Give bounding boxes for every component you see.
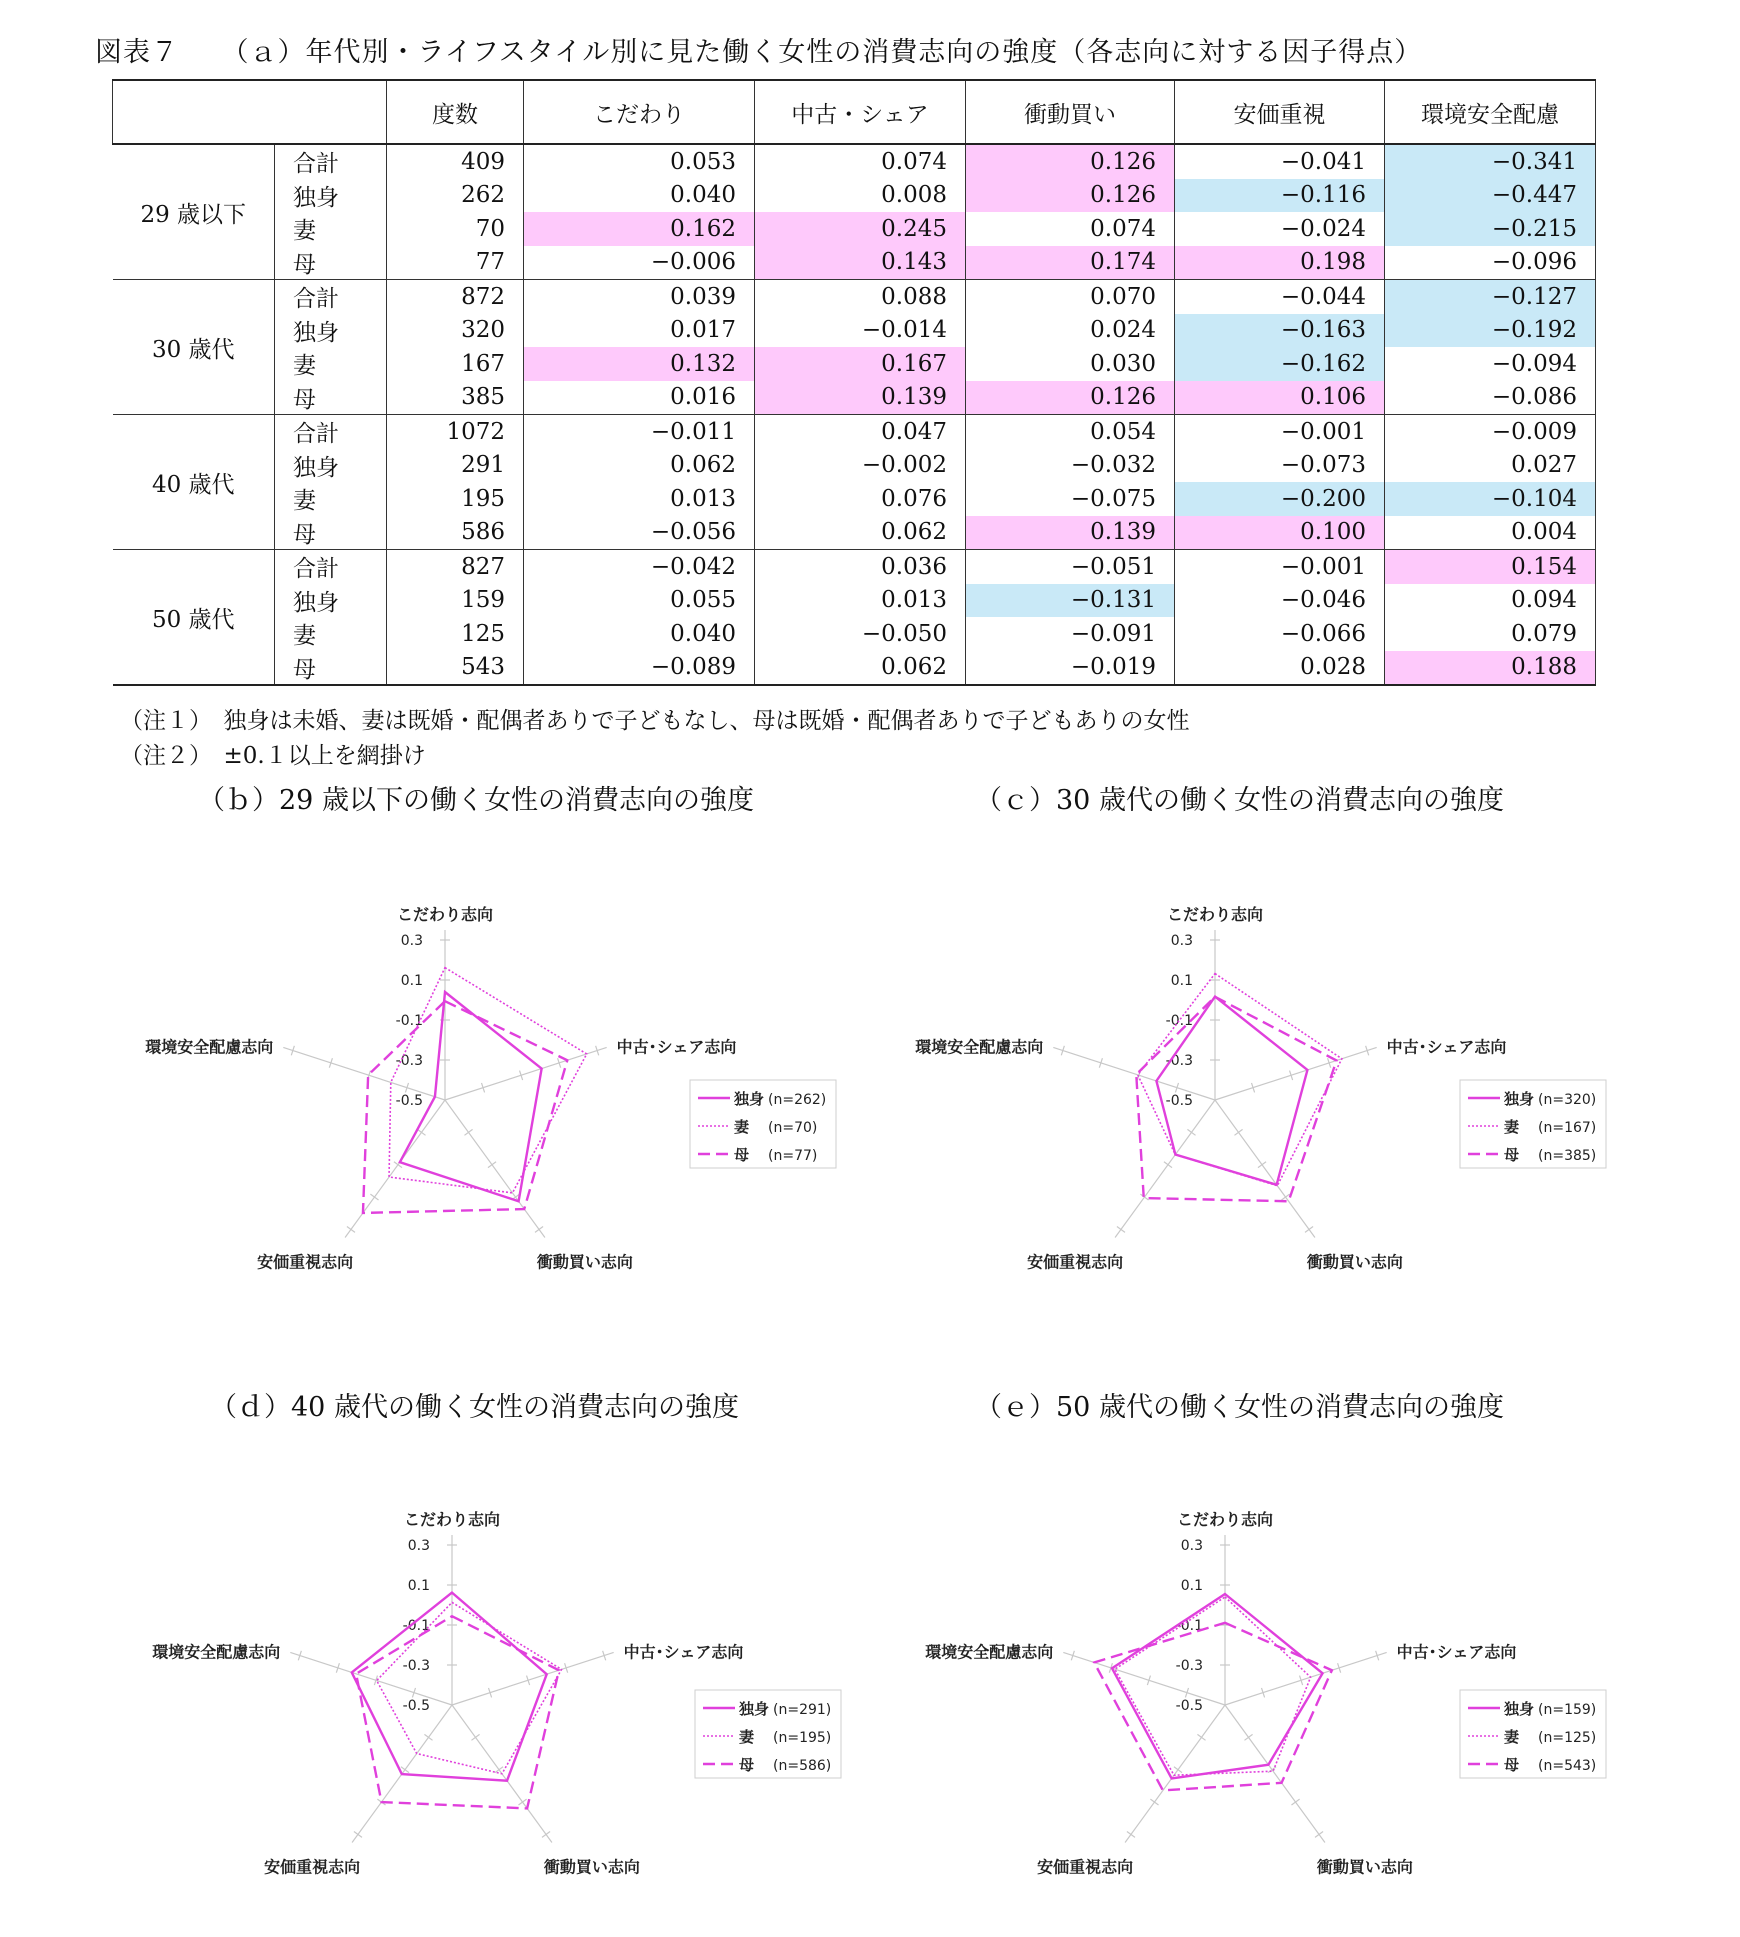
radar-tick-label: -0.1: [1165, 1013, 1193, 1029]
radar-spoke: [1115, 1100, 1215, 1238]
radar-tick-label: 0.3: [1170, 933, 1193, 949]
legend-count: (n=320): [1538, 1092, 1597, 1108]
radar-tick-mark: [471, 1734, 479, 1740]
radar-series-solid: [352, 1593, 547, 1781]
score-cell: −0.032: [966, 449, 1175, 483]
radar-tick-mark: [1197, 1734, 1205, 1740]
score-cell: 0.154: [1385, 550, 1596, 584]
radar-tick-label: -0.5: [1175, 1698, 1203, 1714]
score-cell: 0.030: [966, 347, 1175, 381]
count-cell: 125: [387, 617, 524, 651]
radar-axis-label: 環境安全配慮志向: [915, 1037, 1044, 1057]
score-cell: −0.086: [1385, 381, 1596, 415]
score-cell: −0.096: [1385, 246, 1596, 280]
score-cell: −0.341: [1385, 144, 1596, 179]
factor-score-table: [112, 79, 1596, 686]
count-cell: 77: [387, 246, 524, 280]
age-group-label: 40 歳代: [113, 415, 275, 550]
score-cell: 0.139: [755, 381, 966, 415]
radar-axis-label: 衝動買い志向: [543, 1857, 640, 1877]
score-cell: 0.126: [966, 179, 1175, 213]
score-cell: −0.075: [966, 482, 1175, 516]
score-cell: −0.046: [1175, 584, 1385, 618]
radar-series-solid: [1112, 1594, 1323, 1778]
legend-label: 独身: [734, 1090, 765, 1108]
radar-axis-label: 環境安全配慮志向: [145, 1037, 274, 1057]
radar-tick-mark: [495, 1767, 503, 1773]
radar-tick-mark: [1268, 1767, 1276, 1773]
score-cell: −0.116: [1175, 179, 1385, 213]
lifestyle-label: 合計: [275, 144, 387, 179]
score-cell: 0.070: [966, 280, 1175, 314]
col-header-7: 環境安全配慮: [1385, 80, 1596, 144]
table-row: [113, 144, 1596, 179]
lifestyle-label: 独身: [275, 449, 387, 483]
radar-spoke: [1215, 1047, 1377, 1100]
score-cell: −0.066: [1175, 617, 1385, 651]
score-cell: −0.044: [1175, 280, 1385, 314]
radar-tick-mark: [401, 1767, 409, 1773]
legend-label: 母: [739, 1756, 755, 1774]
radar-tick-mark: [1234, 1129, 1242, 1135]
radar-tick-label: 0.3: [407, 1538, 430, 1554]
score-cell: 0.100: [1175, 516, 1385, 550]
table-row: [113, 212, 1596, 246]
score-cell: 0.040: [524, 617, 755, 651]
radar-axis-label: 中古･シェア志向: [623, 1642, 744, 1662]
score-cell: 0.027: [1385, 449, 1596, 483]
count-cell: 320: [387, 314, 524, 348]
score-cell: −0.009: [1385, 415, 1596, 449]
count-cell: 1072: [387, 415, 524, 449]
radar-tick-label: -0.5: [402, 1698, 430, 1714]
score-cell: −0.073: [1175, 449, 1385, 483]
score-cell: −0.042: [524, 550, 755, 584]
radar-tick-label: -0.3: [1165, 1053, 1193, 1069]
lifestyle-label: 妻: [275, 482, 387, 516]
radar-tick-label: 0.1: [400, 973, 423, 989]
radar-tick-mark: [1281, 1194, 1289, 1200]
score-cell: −0.019: [966, 651, 1175, 686]
legend-count: (n=195): [773, 1730, 832, 1746]
score-cell: −0.001: [1175, 550, 1385, 584]
score-cell: −0.001: [1175, 415, 1385, 449]
table-row: [113, 280, 1596, 314]
legend-count: (n=586): [773, 1758, 832, 1774]
score-cell: 0.024: [966, 314, 1175, 348]
radar-tick-mark: [1258, 1162, 1266, 1168]
col-header-5: 衝動買い: [966, 80, 1175, 144]
score-cell: −0.215: [1385, 212, 1596, 246]
note-2: （注２） ±0.１以上を網掛け: [120, 743, 426, 769]
radar-tick-label: 0.1: [407, 1578, 430, 1594]
legend-count: (n=543): [1538, 1758, 1597, 1774]
score-cell: 0.132: [524, 347, 755, 381]
score-cell: −0.162: [1175, 347, 1385, 381]
legend-count: (n=70): [768, 1120, 818, 1136]
radar-tick-mark: [417, 1129, 425, 1135]
radar-tick-label: -0.5: [395, 1093, 423, 1109]
table-row: [113, 516, 1596, 550]
radar-tick-mark: [1174, 1767, 1182, 1773]
radar-tick-label: -0.1: [402, 1618, 430, 1634]
score-cell: 0.013: [755, 584, 966, 618]
score-cell: −0.051: [966, 550, 1175, 584]
table-row: [113, 550, 1596, 584]
radar-tick-mark: [354, 1832, 362, 1838]
score-cell: −0.091: [966, 617, 1175, 651]
score-cell: −0.192: [1385, 314, 1596, 348]
score-cell: 0.055: [524, 584, 755, 618]
score-cell: 0.094: [1385, 584, 1596, 618]
radar-axis-label: 環境安全配慮志向: [925, 1642, 1054, 1662]
score-cell: 0.074: [755, 144, 966, 179]
radar-tick-mark: [1117, 1227, 1125, 1233]
col-header-3: こだわり: [524, 80, 755, 144]
radar-spoke: [1225, 1705, 1325, 1843]
radar-axis-label: 安価重視志向: [257, 1252, 354, 1272]
legend-label: 独身: [739, 1700, 770, 1718]
score-cell: 0.106: [1175, 381, 1385, 415]
legend-label: 母: [1504, 1146, 1520, 1164]
count-cell: 385: [387, 381, 524, 415]
radar-tick-mark: [1127, 1832, 1135, 1838]
score-cell: −0.094: [1385, 347, 1596, 381]
radar-axis-label: こだわり志向: [396, 905, 494, 924]
score-cell: 0.008: [755, 179, 966, 213]
score-cell: −0.056: [524, 516, 755, 550]
score-cell: −0.200: [1175, 482, 1385, 516]
score-cell: 0.036: [755, 550, 966, 584]
legend-label: 独身: [1504, 1700, 1535, 1718]
radar-spoke: [445, 1100, 545, 1238]
radar-axis-label: 中古･シェア志向: [616, 1037, 737, 1057]
radar-axis-label: こだわり志向: [1166, 905, 1264, 924]
radar-tick-mark: [464, 1129, 472, 1135]
table-row: [113, 482, 1596, 516]
lifestyle-label: 合計: [275, 415, 387, 449]
radar-tick-label: -0.5: [1165, 1093, 1193, 1109]
score-cell: −0.014: [755, 314, 966, 348]
score-cell: 0.004: [1385, 516, 1596, 550]
legend-label: 妻: [739, 1728, 755, 1746]
lifestyle-label: 妻: [275, 347, 387, 381]
score-cell: −0.011: [524, 415, 755, 449]
legend-count: (n=262): [768, 1092, 827, 1108]
radar-series-dashed: [1094, 1623, 1332, 1791]
note-1: （注１） 独身は未婚、妻は既婚・配偶者ありで子どもなし、母は既婚・配偶者ありで子どもありの女性: [120, 708, 1190, 734]
radar-tick-mark: [370, 1194, 378, 1200]
radar-axis-label: 中古･シェア志向: [1386, 1037, 1507, 1057]
lifestyle-label: 母: [275, 381, 387, 415]
table-row: [113, 617, 1596, 651]
score-cell: −0.127: [1385, 280, 1596, 314]
count-cell: 195: [387, 482, 524, 516]
radar-axis-label: 安価重視志向: [1027, 1252, 1124, 1272]
score-cell: −0.024: [1175, 212, 1385, 246]
radar-chart-d: [0, 1465, 870, 1935]
radar-tick-label: -0.3: [395, 1053, 423, 1069]
count-cell: 262: [387, 179, 524, 213]
score-cell: 0.039: [524, 280, 755, 314]
col-header-4: 中古・シェア: [755, 80, 966, 144]
radar-tick-mark: [1164, 1162, 1172, 1168]
chart-title-b: （ｂ）29 歳以下の働く女性の消費志向の強度: [198, 785, 754, 816]
radar-tick-mark: [535, 1227, 543, 1233]
legend-label: 妻: [1504, 1728, 1520, 1746]
table-body: [113, 144, 1596, 685]
radar-tick-label: -0.1: [395, 1013, 423, 1029]
count-cell: 291: [387, 449, 524, 483]
radar-axis-label: 安価重視志向: [1037, 1857, 1134, 1877]
score-cell: 0.143: [755, 246, 966, 280]
radar-chart-b: [0, 860, 870, 1300]
chart-title-c: （ｃ）30 歳代の働く女性の消費志向の強度: [975, 785, 1504, 816]
score-cell: 0.016: [524, 381, 755, 415]
radar-axis-label: こだわり志向: [403, 1510, 501, 1529]
table-row: [113, 179, 1596, 213]
lifestyle-label: 合計: [275, 550, 387, 584]
age-group-label: 50 歳代: [113, 550, 275, 686]
table-row: [113, 381, 1596, 415]
score-cell: 0.047: [755, 415, 966, 449]
radar-tick-mark: [1187, 1129, 1195, 1135]
legend-label: 妻: [734, 1118, 750, 1136]
legend-count: (n=77): [768, 1148, 818, 1164]
lifestyle-label: 独身: [275, 314, 387, 348]
page-title: 図表７ （ａ）年代別・ライフスタイル別に見た働く女性の消費志向の強度（各志向に対する因子得点）: [95, 37, 1423, 68]
score-cell: 0.174: [966, 246, 1175, 280]
table-row: [113, 449, 1596, 483]
legend-label: 妻: [1504, 1118, 1520, 1136]
lifestyle-label: 独身: [275, 584, 387, 618]
score-cell: 0.139: [966, 516, 1175, 550]
age-group-label: 29 歳以下: [113, 144, 275, 280]
score-cell: 0.126: [966, 381, 1175, 415]
score-cell: −0.041: [1175, 144, 1385, 179]
lifestyle-label: 独身: [275, 179, 387, 213]
score-cell: 0.088: [755, 280, 966, 314]
score-cell: 0.040: [524, 179, 755, 213]
table-row: [113, 314, 1596, 348]
radar-spoke: [1215, 1100, 1315, 1238]
score-cell: 0.062: [755, 516, 966, 550]
radar-tick-label: -0.3: [1175, 1658, 1203, 1674]
radar-tick-label: -0.3: [402, 1658, 430, 1674]
score-cell: 0.074: [966, 212, 1175, 246]
count-cell: 409: [387, 144, 524, 179]
radar-tick-label: -0.1: [1175, 1618, 1203, 1634]
table-row: [113, 584, 1596, 618]
legend-label: 独身: [1504, 1090, 1535, 1108]
radar-axis-label: 衝動買い志向: [1316, 1857, 1413, 1877]
radar-chart-c: [870, 860, 1740, 1300]
legend-count: (n=125): [1538, 1730, 1597, 1746]
score-cell: −0.447: [1385, 179, 1596, 213]
score-cell: −0.002: [755, 449, 966, 483]
count-cell: 586: [387, 516, 524, 550]
count-cell: 543: [387, 651, 524, 686]
legend-label: 母: [734, 1146, 750, 1164]
radar-spoke: [345, 1100, 445, 1238]
score-cell: 0.013: [524, 482, 755, 516]
table-row: [113, 651, 1596, 686]
col-header-0: [113, 80, 275, 144]
radar-axis-label: 中古･シェア志向: [1396, 1642, 1517, 1662]
radar-tick-mark: [1291, 1799, 1299, 1805]
radar-tick-mark: [488, 1162, 496, 1168]
count-cell: 70: [387, 212, 524, 246]
lifestyle-label: 母: [275, 651, 387, 686]
score-cell: 0.062: [524, 449, 755, 483]
col-header-1: [275, 80, 387, 144]
chart-title-d: （ｄ）40 歳代の働く女性の消費志向の強度: [210, 1392, 739, 1423]
score-cell: 0.162: [524, 212, 755, 246]
radar-tick-label: 0.3: [400, 933, 423, 949]
age-group-label: 30 歳代: [113, 280, 275, 415]
factor-score-table-wrap: [112, 79, 1596, 686]
radar-series-dashed: [363, 1001, 567, 1213]
col-header-6: 安価重視: [1175, 80, 1385, 144]
score-cell: 0.054: [966, 415, 1175, 449]
table-header-row: [113, 80, 1596, 144]
radar-tick-mark: [347, 1227, 355, 1233]
radar-chart-e: [870, 1465, 1740, 1935]
radar-tick-mark: [1150, 1799, 1158, 1805]
score-cell: 0.079: [1385, 617, 1596, 651]
lifestyle-label: 母: [275, 246, 387, 280]
score-cell: 0.017: [524, 314, 755, 348]
count-cell: 159: [387, 584, 524, 618]
legend-count: (n=385): [1538, 1148, 1597, 1164]
table-row: [113, 347, 1596, 381]
legend-label: 母: [1504, 1756, 1520, 1774]
score-cell: −0.163: [1175, 314, 1385, 348]
count-cell: 167: [387, 347, 524, 381]
score-cell: 0.167: [755, 347, 966, 381]
table-row: [113, 246, 1596, 280]
score-cell: −0.104: [1385, 482, 1596, 516]
radar-series-dotted: [1138, 974, 1342, 1186]
radar-tick-mark: [424, 1734, 432, 1740]
count-cell: 827: [387, 550, 524, 584]
radar-axis-label: 衝動買い志向: [536, 1252, 633, 1272]
radar-tick-label: 0.3: [1180, 1538, 1203, 1554]
score-cell: −0.089: [524, 651, 755, 686]
radar-tick-mark: [1244, 1734, 1252, 1740]
table-row: [113, 415, 1596, 449]
lifestyle-label: 母: [275, 516, 387, 550]
score-cell: 0.126: [966, 144, 1175, 179]
score-cell: 0.028: [1175, 651, 1385, 686]
legend-count: (n=167): [1538, 1120, 1597, 1136]
score-cell: 0.198: [1175, 246, 1385, 280]
score-cell: 0.053: [524, 144, 755, 179]
radar-spoke: [452, 1652, 614, 1705]
radar-tick-label: 0.1: [1170, 973, 1193, 989]
radar-tick-mark: [1305, 1227, 1313, 1233]
score-cell: 0.188: [1385, 651, 1596, 686]
score-cell: 0.062: [755, 651, 966, 686]
radar-tick-label: 0.1: [1180, 1578, 1203, 1594]
lifestyle-label: 妻: [275, 212, 387, 246]
radar-axis-label: 環境安全配慮志向: [152, 1642, 281, 1662]
score-cell: −0.131: [966, 584, 1175, 618]
score-cell: −0.050: [755, 617, 966, 651]
col-header-2: 度数: [387, 80, 524, 144]
lifestyle-label: 合計: [275, 280, 387, 314]
score-cell: −0.006: [524, 246, 755, 280]
lifestyle-label: 妻: [275, 617, 387, 651]
radar-axis-label: 衝動買い志向: [1306, 1252, 1403, 1272]
legend-count: (n=291): [773, 1702, 832, 1718]
count-cell: 872: [387, 280, 524, 314]
legend-count: (n=159): [1538, 1702, 1597, 1718]
chart-title-e: （ｅ）50 歳代の働く女性の消費志向の強度: [975, 1392, 1504, 1423]
radar-tick-mark: [542, 1832, 550, 1838]
radar-tick-mark: [518, 1799, 526, 1805]
score-cell: 0.076: [755, 482, 966, 516]
radar-axis-label: 安価重視志向: [264, 1857, 361, 1877]
score-cell: 0.245: [755, 212, 966, 246]
radar-axis-label: こだわり志向: [1176, 1510, 1274, 1529]
radar-tick-mark: [1315, 1832, 1323, 1838]
